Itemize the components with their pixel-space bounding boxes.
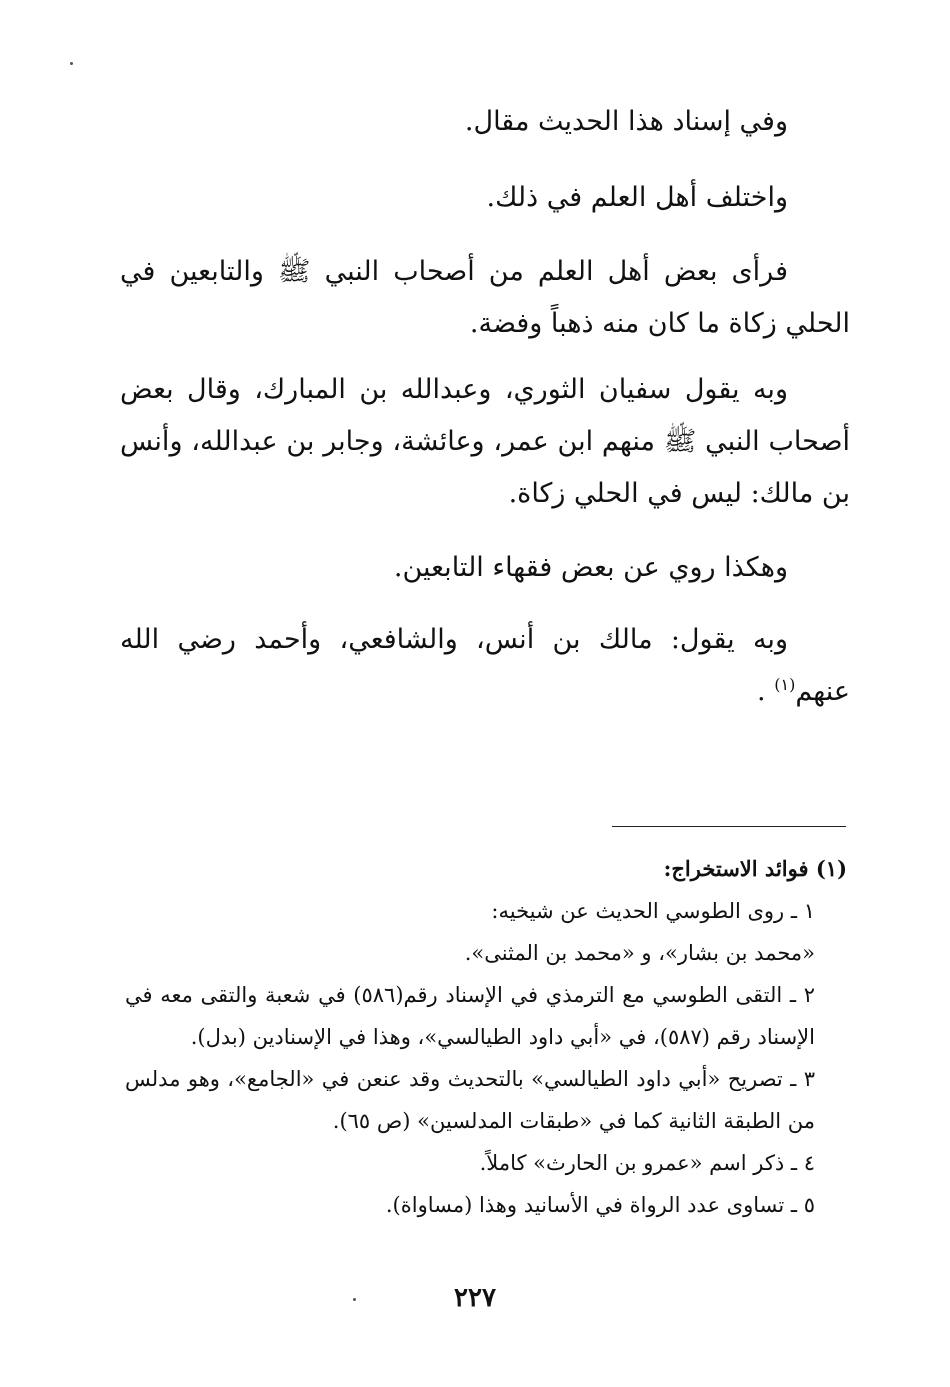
footnotes <box>125 848 847 1226</box>
footnote-divider <box>612 826 846 827</box>
page-number: ٢٢٧ <box>454 1283 496 1313</box>
paragraph-5: وهكذا روي عن بعض فقهاء التابعين. <box>393 552 788 583</box>
footnote-line-3: ٢ ـ التقى الطوسي مع الترمذي في الإسناد رقم(٥٨٦) في شعبة والتقى معه في الإسناد رقم (٥٨٧)، في «أبي داود الطيالسي»، وهذا في الإسنادين (بدل). <box>125 983 815 1049</box>
footnote-line-6: ٥ ـ تساوى عدد الرواة في الأسانيد وهذا (مساواة). <box>385 1193 815 1217</box>
footnote-line-4: ٣ ـ تصريح «أبي داود الطيالسي» بالتحديث وقد عنعن في «الجامع»، وهو مدلس من الطبقة الثانية كما في «طبقات المدلسين» (ص ٦٥). <box>125 1067 815 1133</box>
footnote-reference: (١) <box>774 675 796 694</box>
scan-speck <box>70 62 73 65</box>
paragraph-1: وفي إسناد هذا الحديث مقال. <box>464 106 788 137</box>
footnote-line-5: ٤ ـ ذكر اسم «عمرو بن الحارث» كاملاً. <box>479 1151 815 1175</box>
paragraph-3: فرأى بعض أهل العلم من أصحاب النبي ﷺ والتابعين في الحلي زكاة ما كان منه ذهباً وفضة. <box>120 256 850 339</box>
paragraph-6-period: . <box>757 676 775 707</box>
paragraph-6 <box>120 614 850 718</box>
footnote-line-2: «محمد بن بشار»، و «محمد بن المثنى». <box>464 941 815 965</box>
footnote-line-1: ١ ـ روى الطوسي الحديث عن شيخيه: <box>491 899 815 923</box>
footnote-heading: (١) فوائد الاستخراج: <box>663 856 847 881</box>
scan-speck <box>353 1298 356 1301</box>
paragraph-4: وبه يقول سفيان الثوري، وعبدالله بن المبارك، وقال بعض أصحاب النبي ﷺ منهم ابن عمر، وعائشة، وجابر بن عبدالله، وأنس بن مالك: ليس في الحلي زكاة. <box>120 374 850 509</box>
paragraph-2: واختلف أهل العلم في ذلك. <box>486 182 788 213</box>
paragraph-6-text: وبه يقول: مالك بن أنس، والشافعي، وأحمد رضي الله عنهم <box>120 624 850 707</box>
